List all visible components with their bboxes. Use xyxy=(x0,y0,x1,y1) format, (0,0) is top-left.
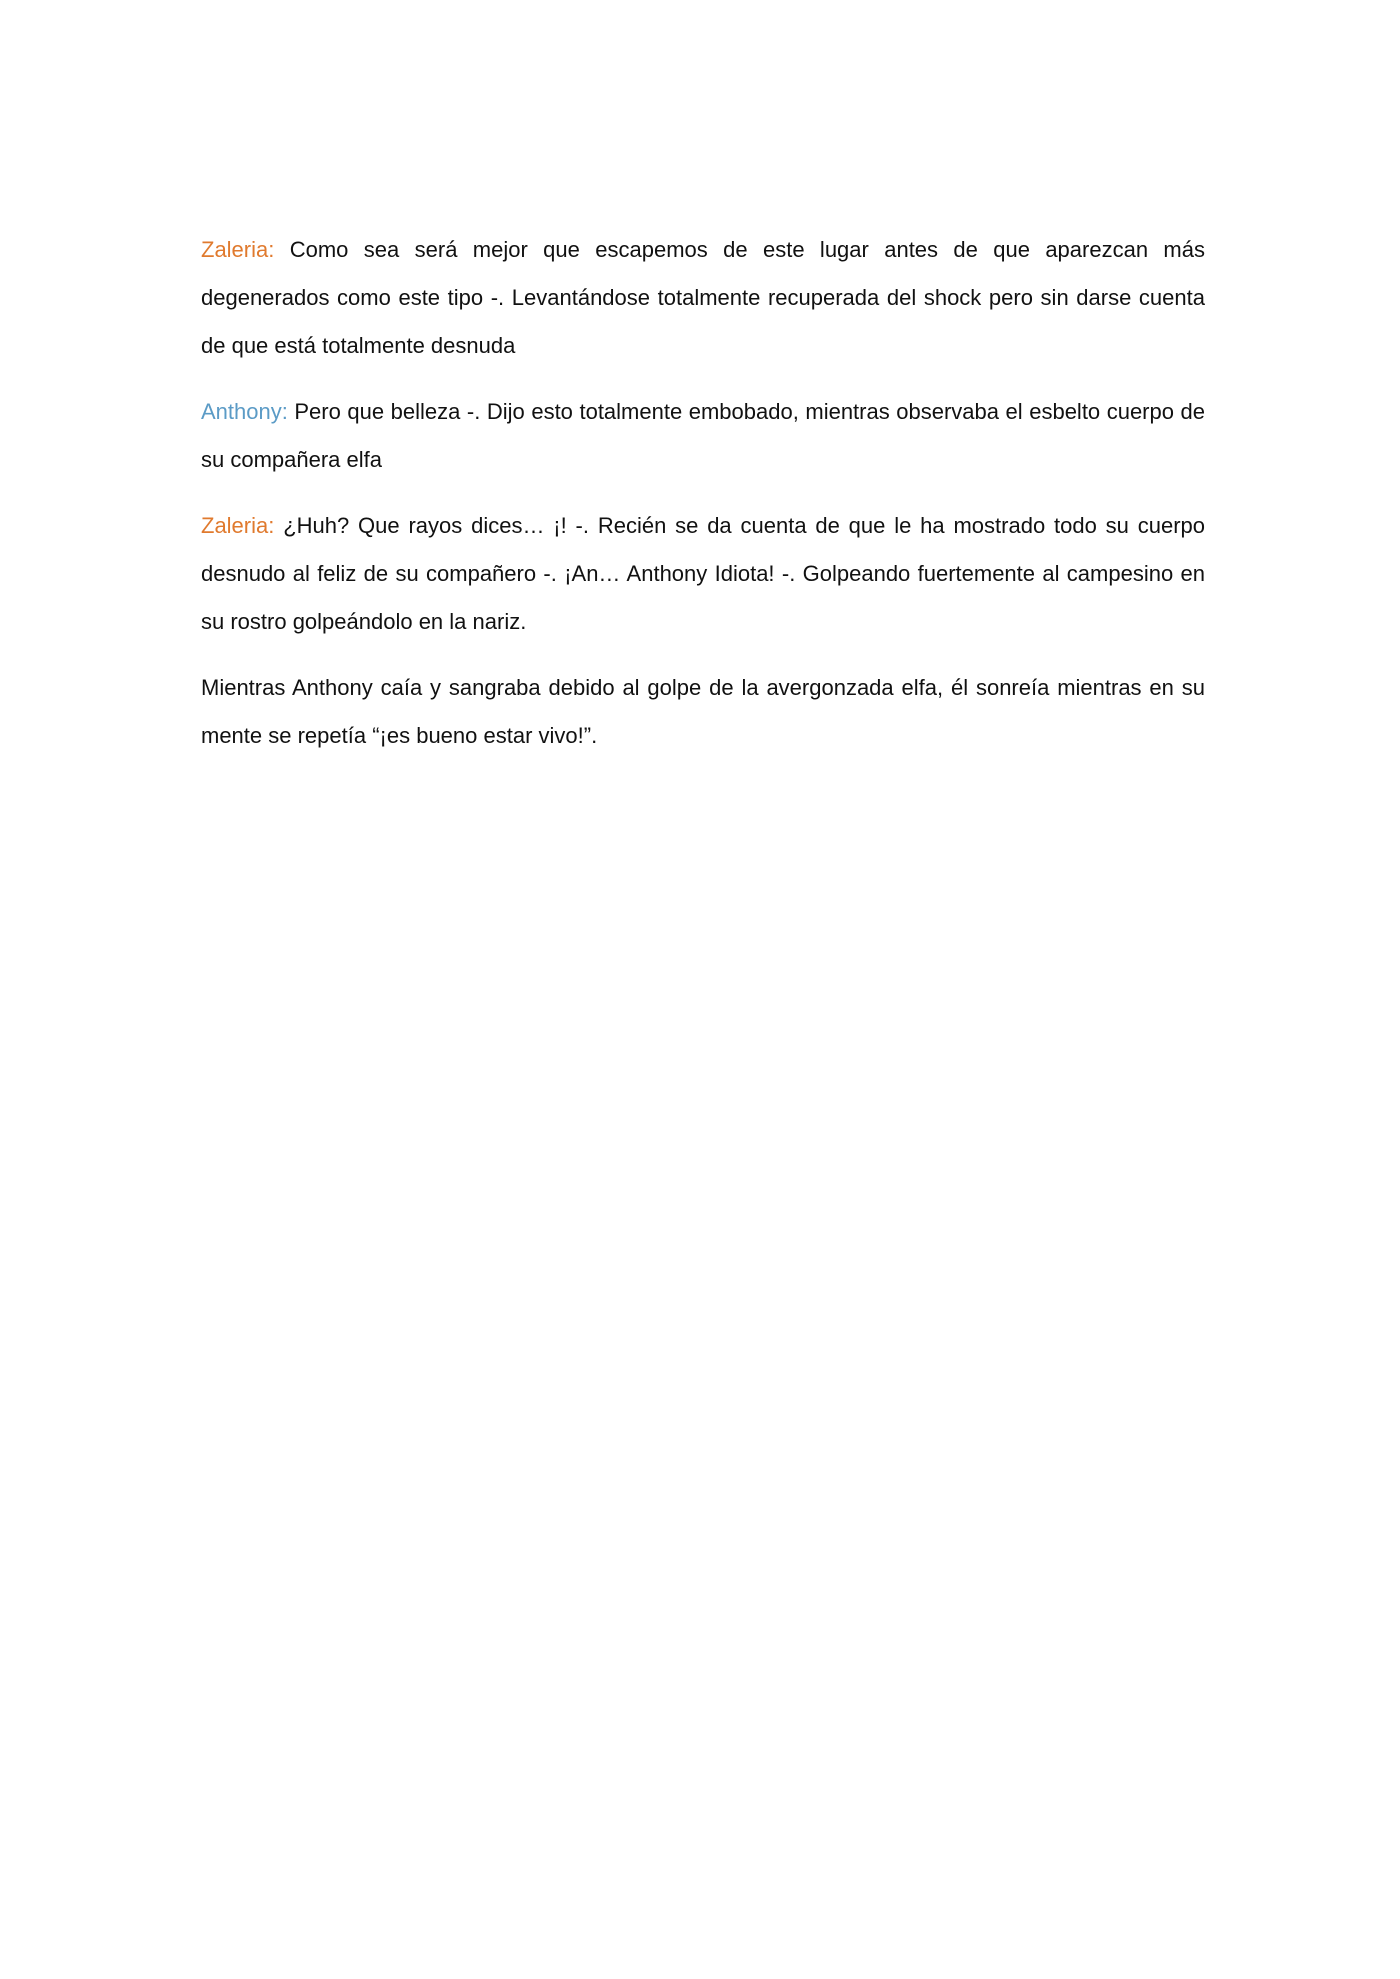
narration-paragraph xyxy=(201,664,1205,760)
speaker-label: Anthony: xyxy=(201,399,288,424)
paragraph-text: Como sea será mejor que escapemos de este lugar antes de que aparezcan más degenerados como este tipo -. Levantándose totalmente recuperada del shock pero sin darse cuenta de que está totalmente desnuda xyxy=(201,237,1205,358)
speaker-label: Zaleria: xyxy=(201,513,275,538)
dialogue-paragraph-2 xyxy=(201,388,1205,484)
paragraph-text: ¿Huh? Que rayos dices… ¡! -. Recién se da cuenta de que le ha mostrado todo su cuerpo desnudo al feliz de su compañero -. ¡An… Anthony Idiota! -. Golpeando fuertemente al campesino en su rostro golpeándolo en la nariz. xyxy=(201,513,1205,634)
speaker-label: Zaleria: xyxy=(201,237,275,262)
dialogue-paragraph-1 xyxy=(201,226,1205,370)
document-body xyxy=(201,226,1205,778)
paragraph-text: Pero que belleza -. Dijo esto totalmente embobado, mientras observaba el esbelto cuerpo de su compañera elfa xyxy=(201,399,1205,472)
paragraph-text: Mientras Anthony caía y sangraba debido al golpe de la avergonzada elfa, él sonreía mientras en su mente se repetía “¡es bueno estar vivo!”. xyxy=(201,675,1205,748)
dialogue-paragraph-3 xyxy=(201,502,1205,646)
